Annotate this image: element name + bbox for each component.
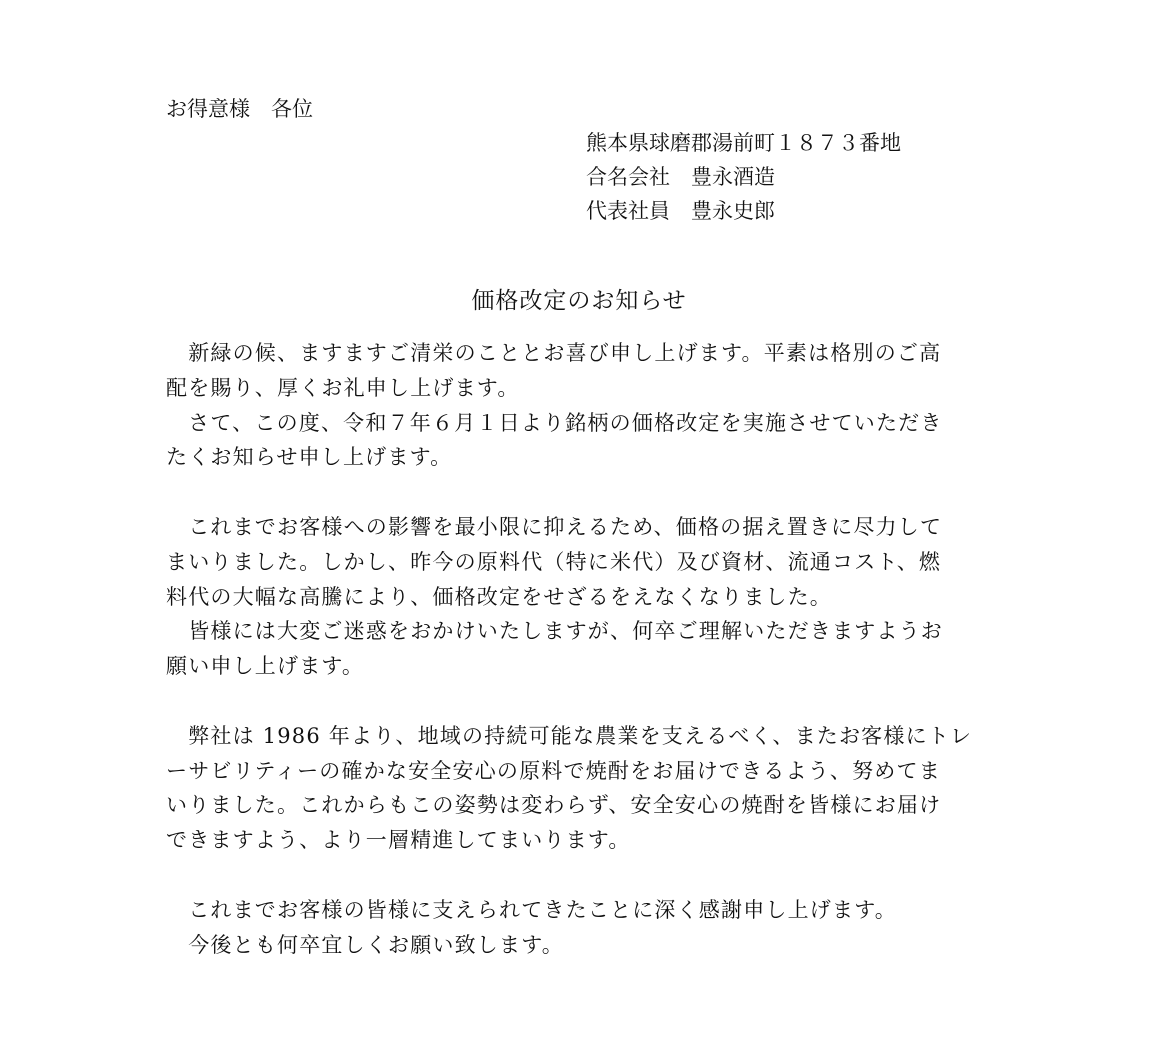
body-line: 新緑の候、ますますご清栄のこととお喜び申し上げます。平素は格別のご高 xyxy=(166,341,942,365)
body-line: 弊社は 1986 年より、地域の持続可能な農業を支えるべく、またお客様にトレ xyxy=(166,723,973,748)
paragraph xyxy=(166,336,996,406)
recipient: お得意様 各位 xyxy=(166,97,313,121)
sender-address: 熊本県球磨郡湯前町１８７３番地 xyxy=(586,131,901,155)
body-line: これまでお客様の皆様に支えられてきたことに深く感謝申し上げます。 xyxy=(166,897,897,922)
body-line: これまでお客様への影響を最小限に抑えるため、価格の据え置きに尽力して xyxy=(166,514,943,539)
body-line: 料代の大幅な高騰により、価格改定をせざるをえなくなりました。 xyxy=(166,584,832,609)
paragraph xyxy=(166,719,996,858)
blank-line xyxy=(166,475,996,510)
body-line: いりました。これからもこの姿勢は変わらず、安全安心の焼酎を皆様にお届け xyxy=(166,793,942,818)
paragraph xyxy=(166,614,996,684)
paragraph xyxy=(166,510,996,614)
body-line: ーサビリティーの確かな安全安心の原料で焼酎をお届けできるよう、努めてま xyxy=(166,758,941,783)
document-title: 価格改定のお知らせ xyxy=(471,288,687,314)
paragraph xyxy=(166,893,996,928)
body-line: できますよう、より一層精進してまいります。 xyxy=(166,828,631,853)
blank-line xyxy=(166,684,996,719)
sender-representative: 代表社員 豊永史郎 xyxy=(586,199,775,223)
body-line: たくお知らせ申し上げます。 xyxy=(166,445,453,470)
paragraph xyxy=(166,928,996,963)
body-line: まいりました。しかし、昨今の原料代（特に米代）及び資材、流通コスト、燃 xyxy=(166,549,942,574)
body-line: 配を賜り、厚くお礼申し上げます。 xyxy=(166,375,520,400)
sender-company: 合名会社 豊永酒造 xyxy=(586,165,775,189)
paragraph xyxy=(166,406,996,476)
body-line: 願い申し上げます。 xyxy=(166,654,365,679)
sender-block xyxy=(586,126,901,228)
letter-body xyxy=(166,336,996,962)
body-line: 皆様には大変ご迷惑をおかけいたしますが、何卒ご理解いただきますようお xyxy=(166,619,943,644)
blank-line xyxy=(166,858,996,893)
body-line: 今後とも何卒宜しくお願い致します。 xyxy=(166,932,564,957)
body-line: さて、この度、令和７年６月１日より銘柄の価格改定を実施させていただき xyxy=(166,410,943,435)
